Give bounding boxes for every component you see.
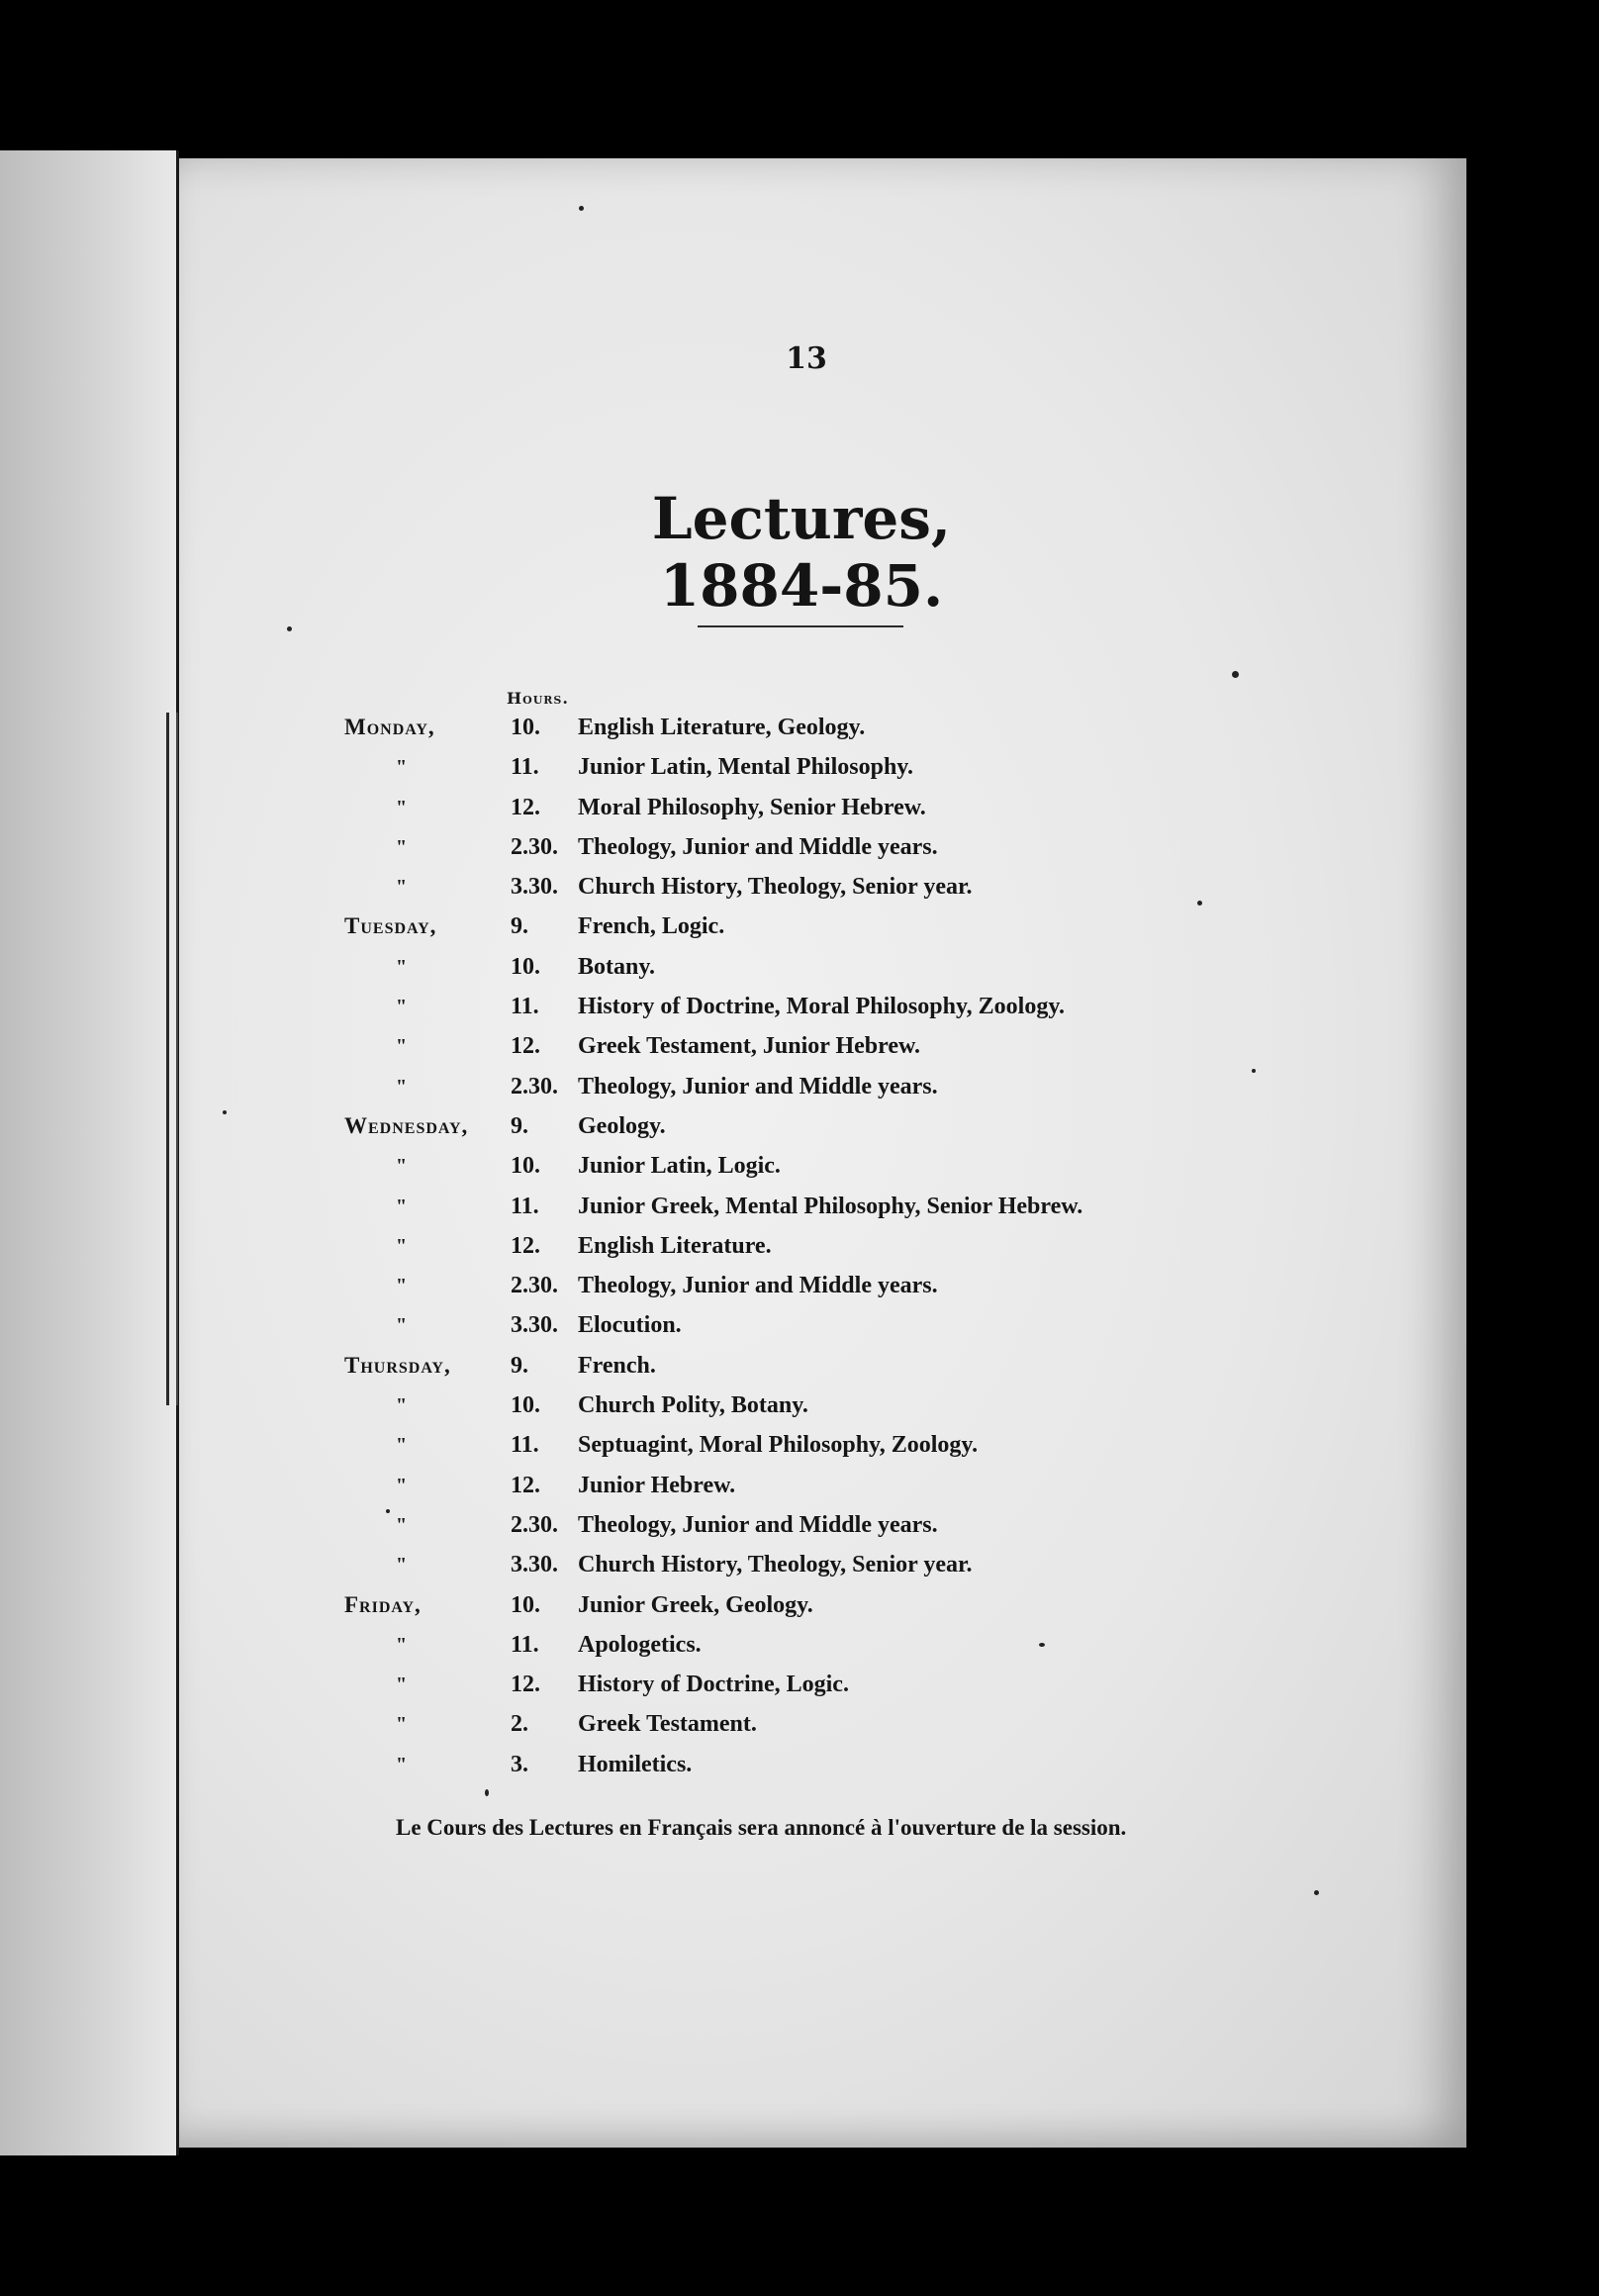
ditto-mark: " <box>396 996 408 1018</box>
day-label: Wednesday, <box>344 1112 469 1138</box>
subject-cell: Greek Testament, Junior Hebrew. <box>578 1033 921 1060</box>
ditto-mark: " <box>396 876 408 899</box>
hour-cell: 3. <box>511 1751 528 1777</box>
schedule-row <box>344 1585 1373 1625</box>
schedule-row <box>344 947 1373 987</box>
hour-cell: 3.30. <box>511 874 558 901</box>
print-speck <box>1039 1643 1045 1647</box>
ditto-mark: " <box>396 1474 408 1496</box>
ditto-mark: " <box>396 1394 408 1417</box>
schedule-row <box>344 1187 1373 1226</box>
hour-cell: 2.30. <box>511 1073 558 1100</box>
subject-cell: Church History, Theology, Senior year. <box>578 874 973 901</box>
schedule-row <box>344 1266 1373 1305</box>
page-number: 13 <box>786 341 827 376</box>
subject-cell: History of Doctrine, Moral Philosophy, Zoology. <box>578 994 1065 1020</box>
hour-cell: 11. <box>511 1193 539 1219</box>
ditto-mark: " <box>396 1234 408 1257</box>
hour-cell: 11. <box>511 1631 539 1658</box>
day-label: Monday, <box>344 715 435 739</box>
hour-cell: 2.30. <box>511 1273 558 1299</box>
subject-cell: Junior Latin, Mental Philosophy. <box>578 754 913 781</box>
schedule-row <box>344 1026 1373 1066</box>
hours-column-label: Hours. <box>507 689 569 708</box>
schedule-row <box>344 1665 1373 1704</box>
subject-cell: Church Polity, Botany. <box>578 1392 808 1419</box>
print-speck <box>287 626 292 631</box>
subject-cell: Junior Hebrew. <box>578 1472 736 1498</box>
lecture-schedule <box>344 708 1373 1784</box>
subject-cell: French. <box>578 1352 656 1379</box>
subject-cell: Junior Latin, Logic. <box>578 1153 781 1180</box>
hour-cell: 2.30. <box>511 833 558 860</box>
subject-cell: Apologetics. <box>578 1631 702 1658</box>
schedule-row <box>344 1067 1373 1106</box>
subject-cell: Elocution. <box>578 1312 682 1339</box>
day-label: Tuesday, <box>344 913 437 939</box>
hour-cell: 12. <box>511 1033 540 1060</box>
schedule-row <box>344 747 1373 787</box>
print-speck <box>1197 901 1202 906</box>
schedule-row <box>344 1704 1373 1744</box>
subject-cell: Botany. <box>578 953 656 980</box>
day-label: Friday, <box>344 1591 422 1617</box>
hour-cell: 2. <box>511 1711 528 1738</box>
subject-cell: Theology, Junior and Middle years. <box>578 1273 938 1299</box>
hour-cell: 11. <box>511 754 539 781</box>
schedule-row <box>344 1146 1373 1186</box>
ditto-mark: " <box>396 1513 408 1536</box>
hour-cell: 9. <box>511 913 528 940</box>
hour-cell: 11. <box>511 994 539 1020</box>
subject-cell: Junior Greek, Mental Philosophy, Senior Hebrew. <box>578 1193 1083 1219</box>
hour-cell: 3.30. <box>511 1552 558 1578</box>
french-lectures-note: Le Cours des Lectures en Français sera annoncé à l'ouverture de la session. <box>396 1815 1127 1840</box>
schedule-row <box>344 1745 1373 1784</box>
binding-thread <box>166 713 178 1405</box>
subject-cell: Theology, Junior and Middle years. <box>578 833 938 860</box>
ditto-mark: " <box>396 1674 408 1696</box>
title-rule <box>698 625 903 627</box>
subject-cell: English Literature. <box>578 1232 772 1259</box>
schedule-row <box>344 987 1373 1026</box>
ditto-mark: " <box>396 1195 408 1217</box>
ditto-mark: " <box>396 1314 408 1337</box>
schedule-row <box>344 907 1373 946</box>
hour-cell: 10. <box>511 1153 540 1180</box>
schedule-row <box>344 1386 1373 1425</box>
schedule-row <box>344 1346 1373 1386</box>
subject-cell: French, Logic. <box>578 913 725 940</box>
schedule-row <box>344 1466 1373 1505</box>
schedule-row <box>344 1625 1373 1665</box>
schedule-row <box>344 827 1373 867</box>
schedule-row <box>344 1226 1373 1266</box>
print-speck <box>579 206 584 211</box>
hour-cell: 12. <box>511 1472 540 1498</box>
hour-cell: 2.30. <box>511 1511 558 1538</box>
subject-cell: Geology. <box>578 1112 666 1139</box>
ditto-mark: " <box>396 1753 408 1775</box>
facing-page-edge <box>0 150 176 2155</box>
print-speck <box>1252 1069 1256 1073</box>
subject-cell: History of Doctrine, Logic. <box>578 1672 849 1698</box>
ditto-mark: " <box>396 1035 408 1058</box>
subject-cell: Theology, Junior and Middle years. <box>578 1511 938 1538</box>
subject-cell: Junior Greek, Geology. <box>578 1591 813 1618</box>
ditto-mark: " <box>396 955 408 978</box>
schedule-row <box>344 1106 1373 1146</box>
schedule-row <box>344 708 1373 747</box>
hour-cell: 10. <box>511 715 540 740</box>
schedule-row <box>344 788 1373 827</box>
subject-cell: Theology, Junior and Middle years. <box>578 1073 938 1100</box>
ditto-mark: " <box>396 756 408 779</box>
hour-cell: 3.30. <box>511 1312 558 1339</box>
subject-cell: English Literature, Geology. <box>578 715 866 740</box>
page-title: Lectures, 1884-85. <box>651 485 952 620</box>
schedule-row <box>344 1505 1373 1545</box>
ditto-mark: " <box>396 1713 408 1736</box>
ditto-mark: " <box>396 835 408 858</box>
subject-cell: Moral Philosophy, Senior Hebrew. <box>578 794 926 820</box>
hour-cell: 12. <box>511 794 540 820</box>
hour-cell: 10. <box>511 1392 540 1419</box>
ditto-mark: " <box>396 1633 408 1656</box>
print-speck <box>485 1789 489 1796</box>
ditto-mark: " <box>396 796 408 818</box>
print-speck <box>223 1110 227 1114</box>
hour-cell: 12. <box>511 1232 540 1259</box>
schedule-row <box>344 1545 1373 1584</box>
subject-cell: Greek Testament. <box>578 1711 757 1738</box>
print-speck <box>386 1509 390 1513</box>
ditto-mark: " <box>396 1275 408 1297</box>
subject-cell: Homiletics. <box>578 1751 693 1777</box>
hour-cell: 11. <box>511 1432 539 1459</box>
subject-cell: Septuagint, Moral Philosophy, Zoology. <box>578 1432 979 1459</box>
print-speck <box>1314 1890 1319 1895</box>
ditto-mark: " <box>396 1554 408 1577</box>
schedule-row <box>344 867 1373 907</box>
ditto-mark: " <box>396 1155 408 1178</box>
hour-cell: 9. <box>511 1112 528 1139</box>
ditto-mark: " <box>396 1075 408 1098</box>
print-speck <box>1232 671 1239 678</box>
day-label: Thursday, <box>344 1352 451 1378</box>
ditto-mark: " <box>396 1434 408 1457</box>
subject-cell: Church History, Theology, Senior year. <box>578 1552 973 1578</box>
hour-cell: 9. <box>511 1352 528 1379</box>
hour-cell: 10. <box>511 1591 540 1618</box>
hour-cell: 10. <box>511 953 540 980</box>
schedule-row <box>344 1425 1373 1465</box>
hour-cell: 12. <box>511 1672 540 1698</box>
schedule-row <box>344 1305 1373 1345</box>
